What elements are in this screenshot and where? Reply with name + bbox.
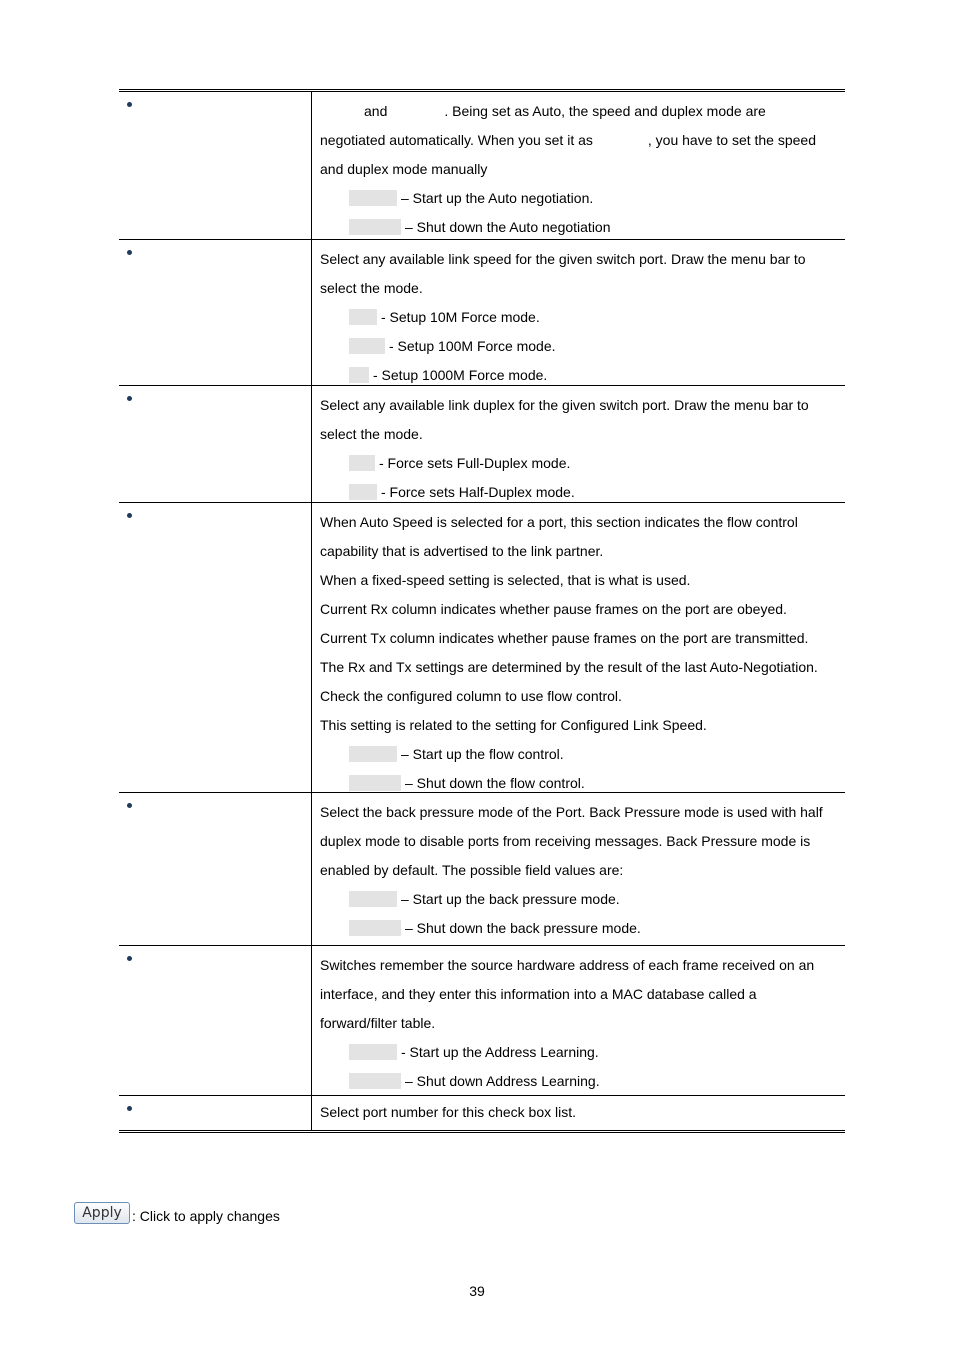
description-line: Current Rx column indicates whether pause frames on the port are obeyed. [320, 601, 787, 617]
page-number: 39 [469, 1283, 485, 1299]
description-line: Check the configured column to use flow control. [320, 688, 622, 704]
option-line [320, 914, 845, 943]
option-value-placeholder [349, 920, 401, 936]
text-segment: negotiated automatically. When you set it as [320, 132, 593, 148]
option-line [320, 885, 845, 914]
description-cell [312, 240, 845, 385]
option-description: - Force sets Full-Duplex mode. [379, 455, 571, 471]
option-description: – Shut down the back pressure mode. [405, 920, 641, 936]
bullet-icon [127, 956, 132, 961]
description-line: When Auto Speed is selected for a port, this section indicates the flow control [320, 514, 798, 530]
parameter-cell [119, 793, 312, 945]
bullet-icon [127, 250, 132, 255]
option-description: - Setup 10M Force mode. [381, 309, 540, 325]
bullet-icon [127, 102, 132, 107]
option-description: - Force sets Half-Duplex mode. [381, 484, 575, 500]
description-line: duplex mode to disable ports from receiving messages. Back Pressure mode is [320, 833, 811, 849]
description-line [320, 126, 845, 155]
text-segment: and duplex mode manually [320, 161, 488, 177]
parameter-cell [119, 92, 312, 239]
option-description: – Shut down the Auto negotiation [405, 219, 611, 235]
option-value-placeholder [349, 891, 397, 907]
option-value-placeholder [349, 484, 377, 500]
option-value-placeholder [349, 309, 377, 325]
description-line [320, 155, 845, 184]
option-line [320, 303, 845, 332]
description-cell [312, 946, 845, 1095]
option-line [320, 184, 845, 213]
description-line: select the mode. [320, 426, 423, 442]
description-cell [312, 386, 845, 502]
option-description: – Shut down Address Learning. [405, 1073, 600, 1089]
option-line [320, 740, 845, 769]
table-row [119, 92, 845, 239]
table-row [119, 239, 845, 385]
description-line: Select port number for this check box list. [320, 1104, 576, 1120]
parameter-cell [119, 1096, 312, 1130]
description-line: The Rx and Tx settings are determined by the result of the last Auto-Negotiation. [320, 659, 818, 675]
option-description: – Start up the Auto negotiation. [401, 190, 594, 206]
parameter-cell [119, 240, 312, 385]
description-line: Switches remember the source hardware address of each frame received on an [320, 957, 815, 973]
text-segment: and [364, 103, 388, 119]
option-description: – Shut down the flow control. [405, 775, 585, 791]
option-description: - Setup 1000M Force mode. [373, 367, 548, 383]
option-value-placeholder [349, 219, 401, 235]
option-value-placeholder [349, 190, 397, 206]
table-row [119, 1095, 845, 1130]
bullet-icon [127, 396, 132, 401]
description-line: This setting is related to the setting for Configured Link Speed. [320, 717, 707, 733]
text-segment: . Being set as Auto, the speed and duplex mode are [444, 103, 766, 119]
option-description: – Start up the flow control. [401, 746, 564, 762]
option-line [320, 1038, 845, 1067]
bullet-icon [127, 513, 132, 518]
table-row [119, 945, 845, 1095]
description-line: Current Tx column indicates whether pause frames on the port are transmitted. [320, 630, 809, 646]
apply-description: : Click to apply changes [132, 1208, 280, 1224]
description-line: select the mode. [320, 280, 423, 296]
description-line: Select any available link duplex for the given switch port. Draw the menu bar to [320, 397, 809, 413]
apply-legend [74, 1202, 280, 1224]
description-line [320, 97, 845, 126]
parameter-cell [119, 503, 312, 792]
description-line: capability that is advertised to the link partner. [320, 543, 604, 559]
table-row [119, 385, 845, 502]
option-value-placeholder [349, 455, 375, 471]
option-value-placeholder [349, 1044, 397, 1060]
description-cell [312, 793, 845, 945]
bullet-icon [127, 1106, 132, 1111]
option-value-placeholder [349, 1073, 401, 1089]
description-line: When a fixed-speed setting is selected, that is what is used. [320, 572, 691, 588]
option-line [320, 213, 845, 242]
description-cell [312, 1096, 845, 1130]
bullet-icon [127, 803, 132, 808]
table-row [119, 792, 845, 945]
option-line [320, 332, 845, 361]
description-line: forward/filter table. [320, 1015, 436, 1031]
option-description: – Start up the back pressure mode. [401, 891, 620, 907]
description-cell [312, 503, 845, 792]
option-value-placeholder [349, 775, 401, 791]
option-line [320, 449, 845, 478]
option-description: - Setup 100M Force mode. [389, 338, 556, 354]
description-line: Select any available link speed for the given switch port. Draw the menu bar to [320, 251, 806, 267]
option-value-placeholder [349, 746, 397, 762]
apply-button[interactable]: Apply [74, 1202, 130, 1224]
option-value-placeholder [349, 367, 369, 383]
option-line [320, 1067, 845, 1096]
parameter-cell [119, 386, 312, 502]
description-line: enabled by default. The possible field values are: [320, 862, 624, 878]
option-value-placeholder [349, 338, 385, 354]
text-segment: , you have to set the speed [647, 132, 817, 148]
description-line: Select the back pressure mode of the Port. Back Pressure mode is used with half [320, 804, 823, 820]
parameter-cell [119, 946, 312, 1095]
option-description: - Start up the Address Learning. [401, 1044, 599, 1060]
parameter-table [119, 89, 845, 1133]
description-cell [312, 92, 845, 239]
description-line: interface, and they enter this information into a MAC database called a [320, 986, 757, 1002]
table-row [119, 502, 845, 792]
